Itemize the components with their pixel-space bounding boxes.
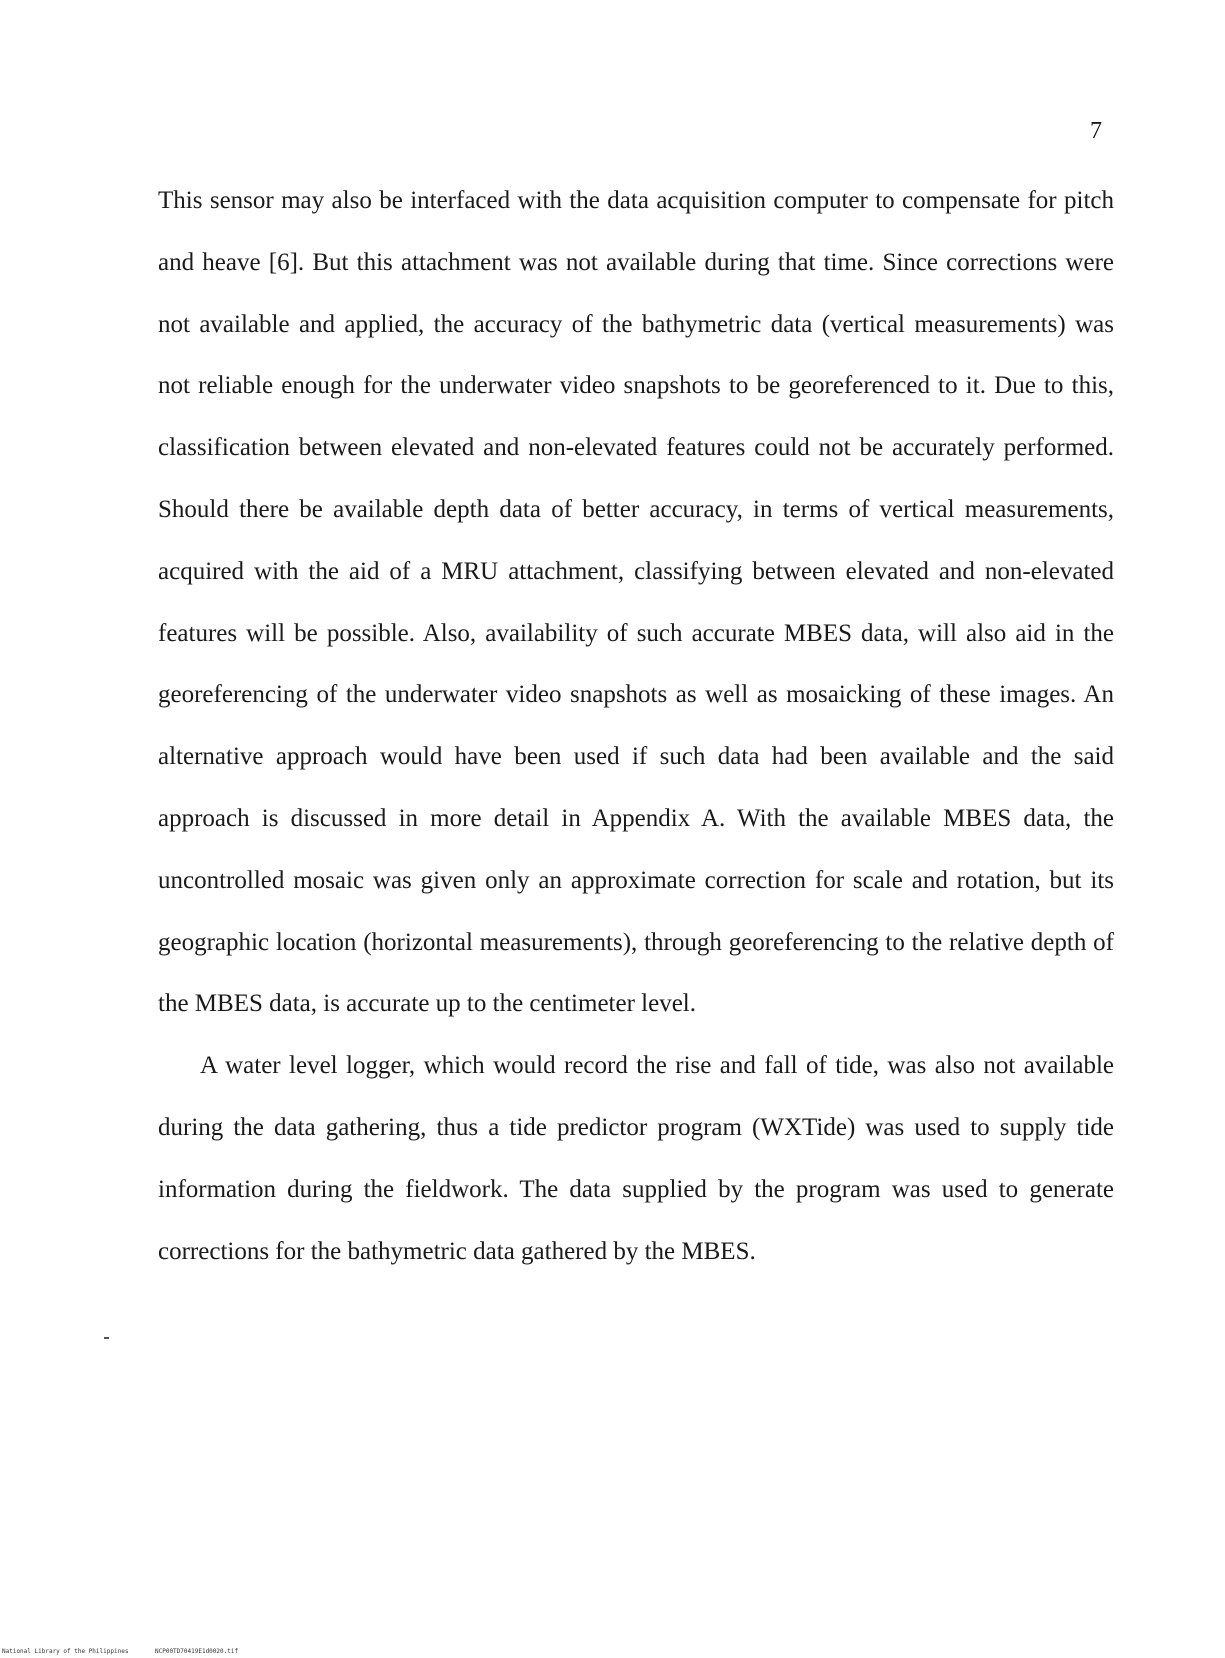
scan-mark — [104, 1337, 109, 1339]
footer-library: National Library of the Philippines — [2, 1648, 129, 1655]
paragraph-sensor: This sensor may also be interfaced with the data acquisition computer to compensate for pitch and heave [6]. But this attachment was not available during that time. Since corrections were not available and applied, the accuracy of the bathymetric data (vertical measurements) was not reliable enough for the underwater video snapshots to be georeferenced to it. Due to this, classification between elevated and non-elevated features could not be accurately performed. Should there be available depth data of better accuracy, in terms of vertical measurements, acquired with the aid of a MRU attachment, classifying between elevated and non-elevated features will be possible. Also, availability of such accurate MBES data, will also aid in the georeferencing of the underwater video snapshots as well as mosaicking of these images. An alternative approach would have been used if such data had been available and the said approach is discussed in more detail in Appendix A. With the available MBES data, the uncontrolled mosaic was given only an approximate correction for scale and rotation, but its geographic location (horizontal measurements), through georeferencing to the relative depth of the MBES data, is accurate up to the centimeter level. — [158, 187, 1114, 1018]
body-text — [158, 170, 1114, 1282]
footer-file-code: NCP00TD70419E1d0020.tif — [155, 1648, 239, 1655]
paragraph-water-level: A water level logger, which would record the rise and fall of tide, was also not available during the data gathering, thus a tide predictor program (WXTide) was used to supply tide information during the fieldwork. The data supplied by the program was used to generate corrections for the bathymetric data gathered by the MBES. — [158, 1052, 1114, 1265]
page-number: 7 — [1090, 118, 1102, 144]
